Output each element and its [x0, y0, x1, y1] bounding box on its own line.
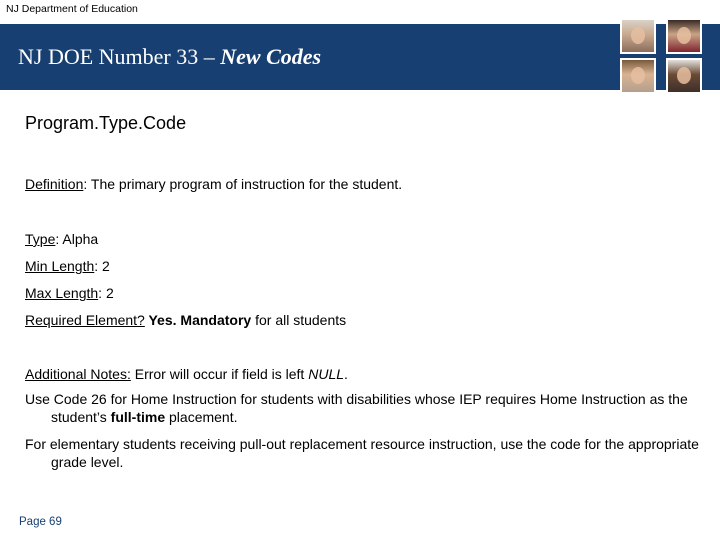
photo-collage — [620, 18, 712, 96]
slide-title — [18, 44, 321, 70]
photo-person-1 — [620, 18, 656, 54]
min-length-line — [25, 257, 110, 275]
type-value: : Alpha — [55, 231, 99, 247]
definition-label: Definition — [25, 176, 84, 192]
page-number: Page 69 — [19, 516, 62, 528]
field-name-heading: Program.Type.Code — [25, 113, 187, 133]
note2-pre: Use Code 26 for Home Instruction for students with disabilities whose IEP requires Home Instruction as the student’s — [25, 391, 688, 425]
definition-text: : The primary program of instruction for the student. — [83, 176, 403, 192]
photo-person-4 — [666, 58, 702, 94]
definition-line — [25, 175, 402, 193]
required-rest: for all students — [251, 312, 347, 328]
department-label: NJ Department of Education — [6, 3, 138, 15]
note2-bold: full-time — [110, 409, 166, 425]
home-instruction-note — [25, 390, 701, 426]
type-label: Type — [25, 231, 56, 247]
elementary-note: For elementary students receiving pull-out replacement resource instruction, use the code for the appropriate grade level. — [25, 436, 699, 470]
note1-post: . — [344, 366, 348, 382]
required-answer: Yes. Mandatory — [144, 312, 252, 328]
type-line — [25, 230, 98, 248]
max-length-label: Max Length — [25, 285, 99, 301]
note1-null: NULL — [308, 366, 345, 382]
additional-notes-line — [25, 365, 348, 383]
additional-notes-label: Additional Notes: — [25, 366, 131, 382]
required-label: Required Element? — [25, 312, 145, 328]
min-length-value: : 2 — [94, 258, 110, 274]
max-length-value: : 2 — [98, 285, 114, 301]
title-emphasis: New Codes — [220, 44, 322, 69]
title-main: NJ DOE Number 33 – — [18, 44, 221, 69]
note1-pre: Error will occur if field is left — [130, 366, 309, 382]
photo-person-3 — [620, 58, 656, 94]
required-line — [25, 311, 346, 329]
min-length-label: Min Length — [25, 258, 95, 274]
note2-post: placement. — [165, 409, 238, 425]
title-banner — [0, 24, 720, 90]
max-length-line — [25, 284, 114, 302]
photo-person-2 — [666, 18, 702, 54]
